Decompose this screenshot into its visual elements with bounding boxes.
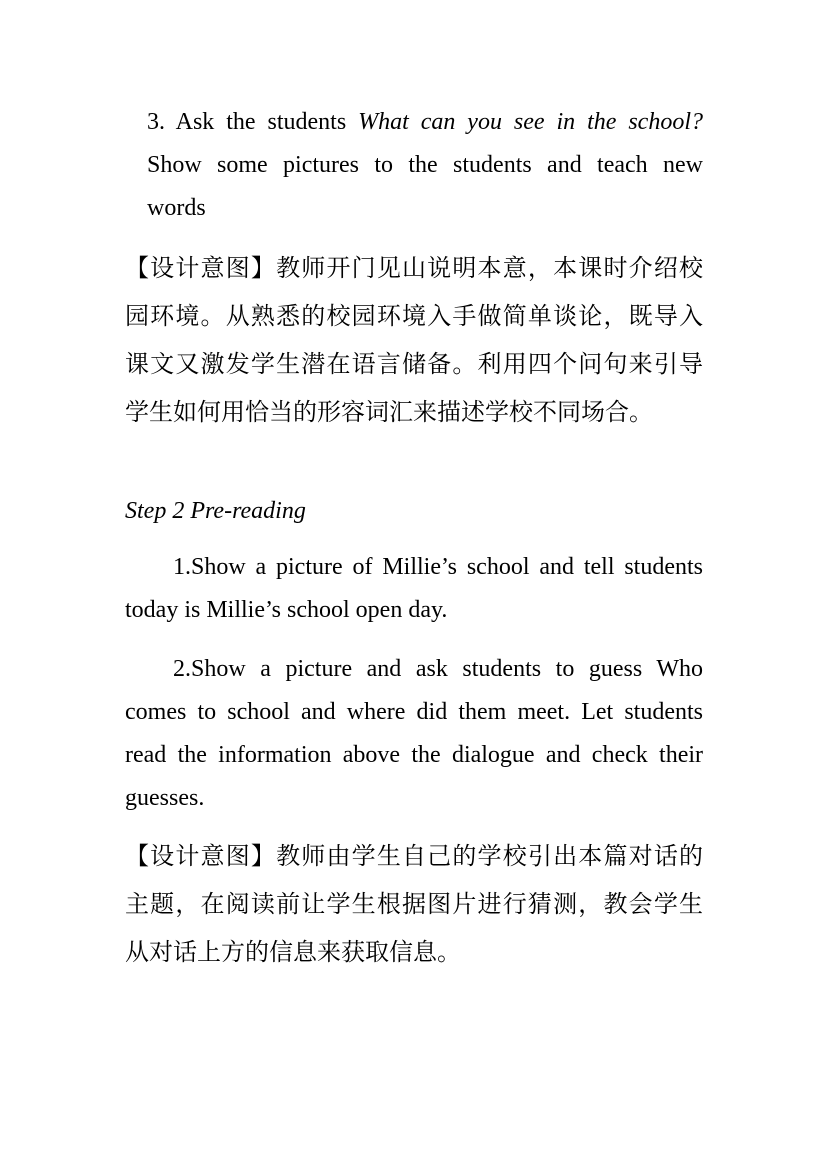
list-item-3-question: What can you see in the school? bbox=[358, 109, 703, 135]
list-item-3-line-2: Show some pictures to the students and teach new bbox=[147, 152, 703, 178]
design-rationale-1-text: 教师开门见山说明本意，本课时介绍校 bbox=[276, 254, 704, 282]
design-rationale-2-line-1 bbox=[125, 832, 703, 880]
design-rationale-2 bbox=[125, 832, 703, 976]
paragraph-2-line-3: read the information above the dialogue and check their bbox=[125, 742, 703, 768]
paragraph-2-line-4: guesses. bbox=[125, 785, 205, 811]
paragraph-2-line-1: 2.Show a picture and ask students to guess Who bbox=[173, 656, 703, 682]
paragraph-2 bbox=[125, 648, 703, 820]
design-rationale-2-text: 教师由学生自己的学校引出本篇对话的 bbox=[276, 842, 704, 870]
design-rationale-1-label: 【设计意图】 bbox=[125, 254, 277, 282]
design-rationale-2-label: 【设计意图】 bbox=[125, 842, 277, 870]
design-rationale-2-line-3: 从对话上方的信息来获取信息。 bbox=[125, 938, 461, 966]
paragraph-1-line-2: today is Millie’s school open day. bbox=[125, 597, 448, 623]
design-rationale-1-line-1 bbox=[125, 244, 703, 292]
paragraph-1-line-1: 1.Show a picture of Millie’s school and tell students bbox=[173, 554, 703, 580]
design-rationale-2-line-2: 主题，在阅读前让学生根据图片进行猜测，教会学生 bbox=[125, 890, 703, 918]
list-item-3 bbox=[147, 101, 703, 230]
list-item-3-line-3: words bbox=[147, 195, 206, 221]
list-item-3-number: 3. bbox=[147, 109, 165, 135]
design-rationale-1 bbox=[125, 244, 703, 436]
design-rationale-1-line-3: 课文又激发学生潜在语言储备。利用四个问句来引导 bbox=[125, 350, 703, 378]
design-rationale-1-line-4: 学生如何用恰当的形容词汇来描述学校不同场合。 bbox=[125, 398, 653, 426]
step-2-heading: Step 2 Pre-reading bbox=[125, 498, 306, 524]
design-rationale-1-line-2: 园环境。从熟悉的校园环境入手做简单谈论，既导入 bbox=[125, 302, 703, 330]
paragraph-2-line-2: comes to school and where did them meet. Let students bbox=[125, 699, 703, 725]
list-item-3-text: Ask the students bbox=[175, 109, 359, 135]
list-item-3-line-1 bbox=[147, 101, 703, 144]
paragraph-1 bbox=[125, 546, 703, 632]
